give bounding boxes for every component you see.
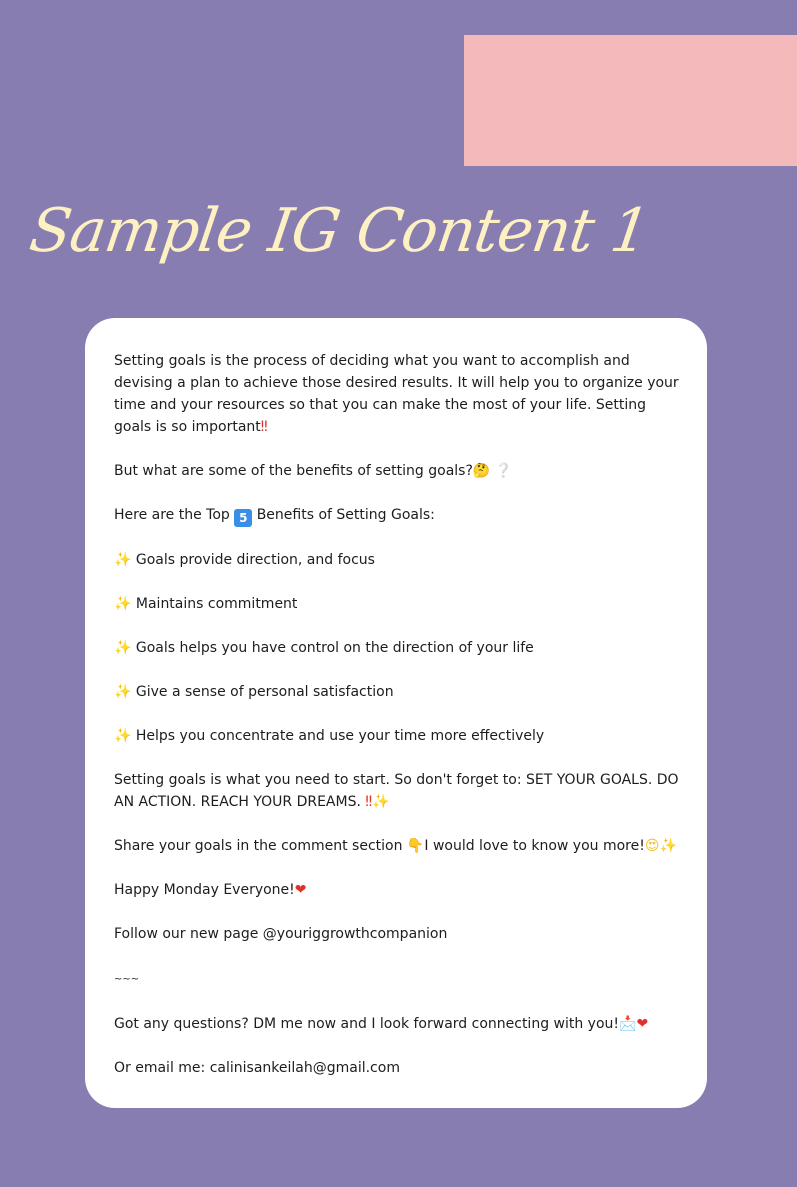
benefit-item xyxy=(114,593,684,615)
benefit-item xyxy=(114,681,684,703)
benefit-text: Helps you concentrate and use your time more effectively xyxy=(135,728,545,744)
double-exclamation-icon: ‼ xyxy=(260,419,268,435)
benefit-text: Maintains commitment xyxy=(135,596,298,612)
benefit-text: Give a sense of personal satisfaction xyxy=(135,684,394,700)
email-text: Or email me: calinisankeilah@gmail.com xyxy=(114,1060,400,1076)
benefit-item xyxy=(114,725,684,747)
envelope-icon: 📩 xyxy=(619,1016,637,1032)
question-paragraph xyxy=(114,460,684,482)
email-paragraph xyxy=(114,1057,684,1079)
top-benefits-heading xyxy=(114,504,684,527)
closing-text: Setting goals is what you need to start. So don't forget to: SET YOUR GOALS. DO AN ACTION. REACH YOUR DREAMS. xyxy=(114,772,679,810)
page-title: Sample IG Content 1 xyxy=(25,196,654,266)
post-caption xyxy=(114,350,684,1079)
sparkles-icon: ✨ xyxy=(114,640,132,656)
share-text-1: Share your goals in the comment section xyxy=(114,838,407,854)
follow-text: Follow our new page @youriggrowthcompanion xyxy=(114,926,448,942)
follow-paragraph xyxy=(114,923,684,945)
sparkles-icon: ✨ xyxy=(659,838,677,854)
thinking-face-icon: 🤔 xyxy=(472,463,491,479)
share-text-2: I would love to know you more! xyxy=(424,838,645,854)
benefit-item xyxy=(114,637,684,659)
double-exclamation-icon: ‼ xyxy=(365,794,373,810)
top-suffix: Benefits of Setting Goals: xyxy=(252,507,435,523)
sparkles-icon: ✨ xyxy=(114,552,132,568)
questions-text: Got any questions? DM me now and I look forward connecting with you! xyxy=(114,1016,620,1032)
greeting-paragraph xyxy=(114,879,684,901)
separator-text: ~~~ xyxy=(114,974,140,985)
heart-eyes-icon: 😍 xyxy=(644,838,660,854)
accent-block xyxy=(464,35,797,166)
question-text: But what are some of the benefits of setting goals? xyxy=(114,463,473,479)
sparkles-icon: ✨ xyxy=(114,596,132,612)
benefit-text: Goals provide direction, and focus xyxy=(135,552,375,568)
question-mark-icon: ❔ xyxy=(494,463,513,479)
heart-icon: ❤ xyxy=(636,1016,649,1032)
intro-text: Setting goals is the process of deciding what you want to accomplish and devising a plan to achieve those desired results. It will help you to organize your time and your resources so that you can make the most of your life. Setting goals is so important xyxy=(114,353,679,435)
closing-paragraph xyxy=(114,769,684,813)
intro-paragraph xyxy=(114,350,684,438)
sparkles-icon: ✨ xyxy=(114,728,132,744)
post-card xyxy=(85,318,707,1108)
keycap-five-icon: 5 xyxy=(234,509,252,527)
pointing-down-icon: 👇 xyxy=(406,838,425,854)
questions-paragraph xyxy=(114,1013,684,1035)
sparkles-icon: ✨ xyxy=(372,794,390,810)
heart-icon: ❤ xyxy=(294,882,307,898)
top-prefix: Here are the Top xyxy=(114,507,235,523)
benefit-text: Goals helps you have control on the direction of your life xyxy=(135,640,534,656)
benefit-item xyxy=(114,549,684,571)
share-paragraph xyxy=(114,835,684,857)
sparkles-icon: ✨ xyxy=(114,684,132,700)
separator xyxy=(114,967,684,991)
greeting-text: Happy Monday Everyone! xyxy=(114,882,295,898)
